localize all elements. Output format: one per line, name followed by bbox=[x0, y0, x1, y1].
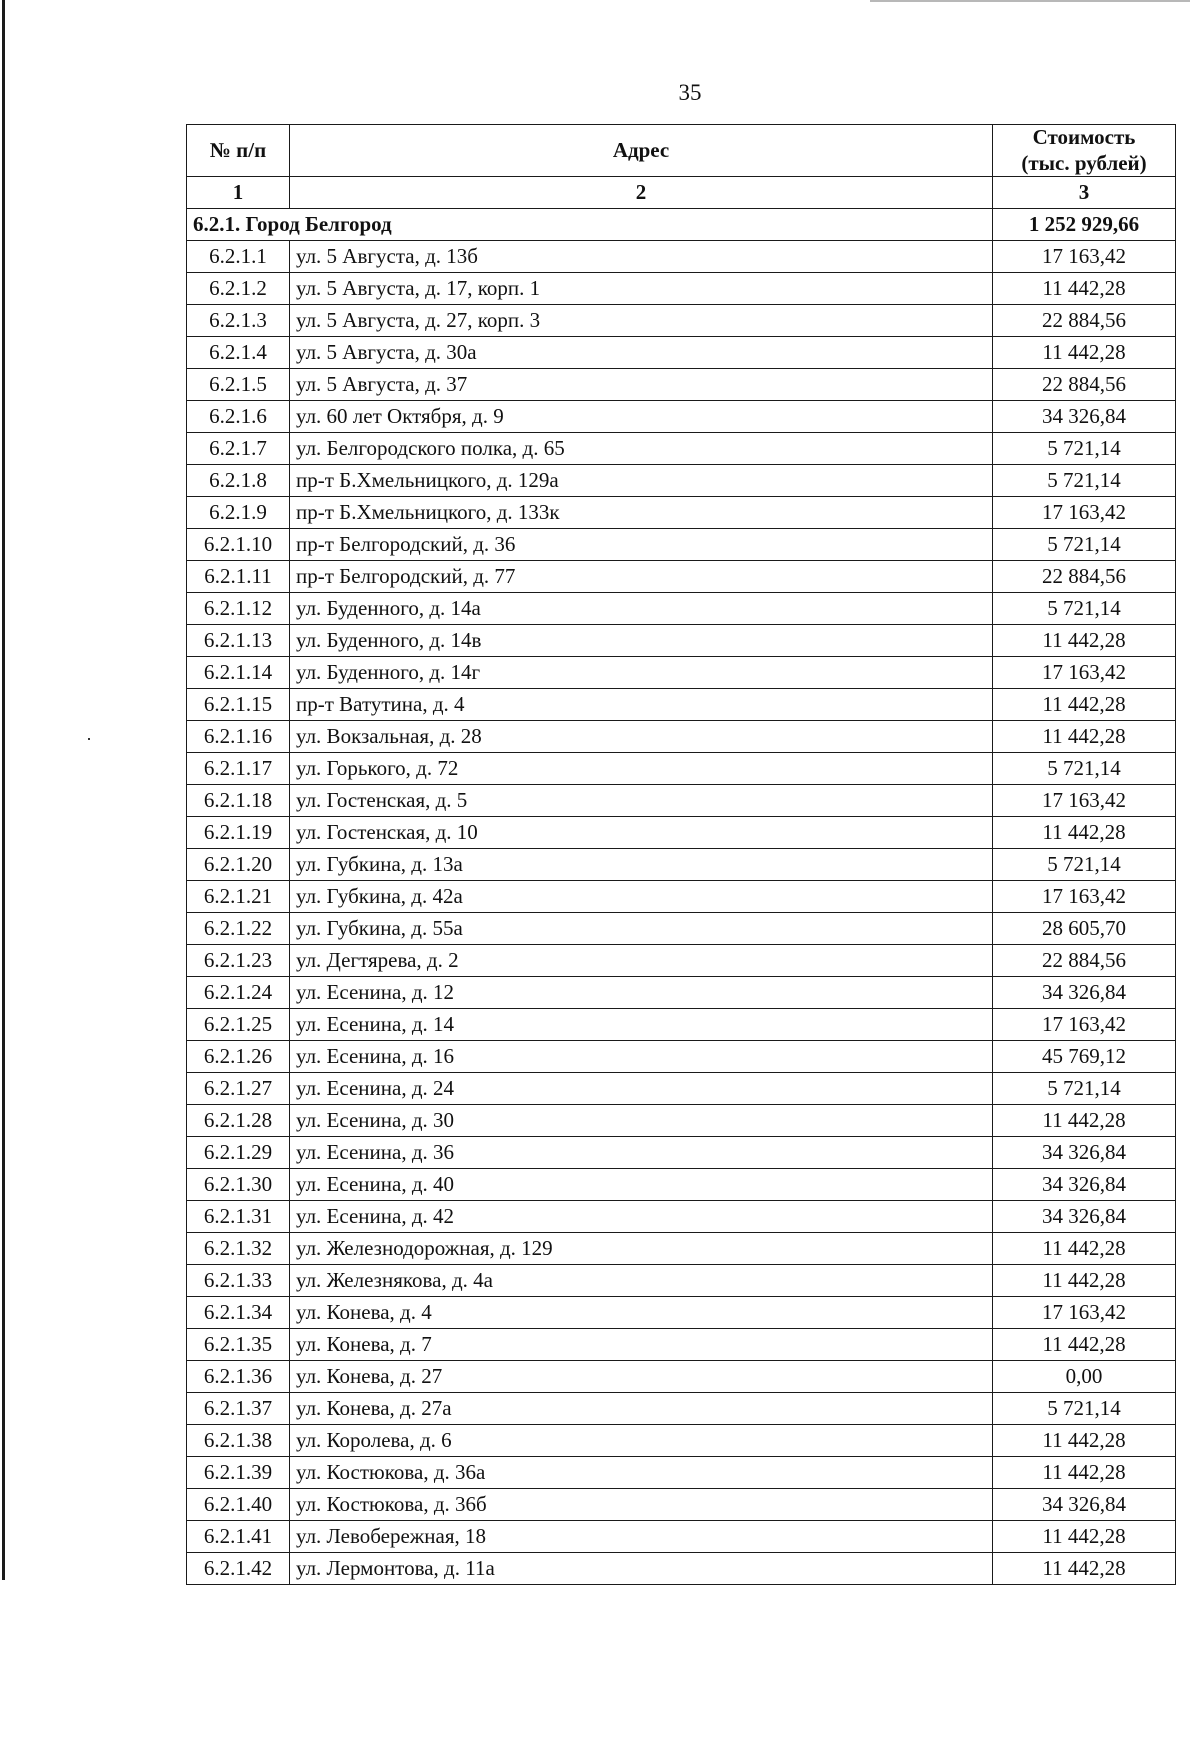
row-address: ул. Конева, д. 4 bbox=[290, 1297, 993, 1329]
table-row bbox=[187, 497, 1176, 529]
row-cost: 5 721,14 bbox=[993, 433, 1176, 465]
table-row bbox=[187, 1201, 1176, 1233]
table-row bbox=[187, 433, 1176, 465]
row-number: 6.2.1.20 bbox=[187, 849, 290, 881]
row-number: 6.2.1.5 bbox=[187, 369, 290, 401]
cost-table bbox=[186, 124, 1176, 1585]
row-cost: 17 163,42 bbox=[993, 881, 1176, 913]
header-row bbox=[187, 125, 1176, 177]
row-number: 6.2.1.42 bbox=[187, 1553, 290, 1585]
row-address: ул. Есенина, д. 16 bbox=[290, 1041, 993, 1073]
table-row bbox=[187, 273, 1176, 305]
table-row bbox=[187, 881, 1176, 913]
column-number-1: 1 bbox=[187, 177, 290, 209]
row-address: ул. 5 Августа, д. 27, корп. 3 bbox=[290, 305, 993, 337]
table-row bbox=[187, 689, 1176, 721]
header-address: Адрес bbox=[290, 125, 993, 177]
row-cost: 11 442,28 bbox=[993, 1265, 1176, 1297]
row-address: ул. 5 Августа, д. 13б bbox=[290, 241, 993, 273]
row-cost: 11 442,28 bbox=[993, 625, 1176, 657]
table-row bbox=[187, 753, 1176, 785]
page-number: 35 bbox=[678, 80, 702, 105]
row-number: 6.2.1.21 bbox=[187, 881, 290, 913]
row-address: ул. Вокзальная, д. 28 bbox=[290, 721, 993, 753]
row-cost: 22 884,56 bbox=[993, 945, 1176, 977]
row-address: ул. Железнодорожная, д. 129 bbox=[290, 1233, 993, 1265]
row-number: 6.2.1.7 bbox=[187, 433, 290, 465]
scan-top-edge bbox=[870, 0, 1190, 2]
table-row bbox=[187, 1169, 1176, 1201]
table-row bbox=[187, 1297, 1176, 1329]
table-row bbox=[187, 1521, 1176, 1553]
row-number: 6.2.1.28 bbox=[187, 1105, 290, 1137]
row-address: ул. Губкина, д. 13а bbox=[290, 849, 993, 881]
row-address: пр-т Б.Хмельницкого, д. 129а bbox=[290, 465, 993, 497]
row-address: ул. 5 Августа, д. 30а bbox=[290, 337, 993, 369]
row-number: 6.2.1.19 bbox=[187, 817, 290, 849]
row-address: ул. Конева, д. 27а bbox=[290, 1393, 993, 1425]
row-address: ул. Есенина, д. 24 bbox=[290, 1073, 993, 1105]
row-number: 6.2.1.40 bbox=[187, 1489, 290, 1521]
row-cost: 11 442,28 bbox=[993, 1329, 1176, 1361]
row-cost: 5 721,14 bbox=[993, 529, 1176, 561]
row-cost: 17 163,42 bbox=[993, 1297, 1176, 1329]
section-total: 1 252 929,66 bbox=[993, 209, 1176, 241]
row-address: ул. Костюкова, д. 36а bbox=[290, 1457, 993, 1489]
row-number: 6.2.1.2 bbox=[187, 273, 290, 305]
row-number: 6.2.1.12 bbox=[187, 593, 290, 625]
section-title: 6.2.1. Город Белгород bbox=[187, 209, 993, 241]
header-cost bbox=[993, 125, 1176, 177]
row-cost: 17 163,42 bbox=[993, 785, 1176, 817]
row-cost: 11 442,28 bbox=[993, 817, 1176, 849]
row-number: 6.2.1.30 bbox=[187, 1169, 290, 1201]
column-number-row bbox=[187, 177, 1176, 209]
table-row bbox=[187, 1489, 1176, 1521]
row-address: ул. Конева, д. 7 bbox=[290, 1329, 993, 1361]
row-cost: 5 721,14 bbox=[993, 849, 1176, 881]
row-number: 6.2.1.26 bbox=[187, 1041, 290, 1073]
row-cost: 5 721,14 bbox=[993, 593, 1176, 625]
table-row bbox=[187, 977, 1176, 1009]
table-row bbox=[187, 1393, 1176, 1425]
row-address: ул. Гостенская, д. 10 bbox=[290, 817, 993, 849]
table-row bbox=[187, 337, 1176, 369]
row-cost: 5 721,14 bbox=[993, 753, 1176, 785]
row-cost: 11 442,28 bbox=[993, 1553, 1176, 1585]
row-address: ул. 5 Августа, д. 17, корп. 1 bbox=[290, 273, 993, 305]
row-number: 6.2.1.14 bbox=[187, 657, 290, 689]
row-address: ул. Левобережная, 18 bbox=[290, 1521, 993, 1553]
row-number: 6.2.1.6 bbox=[187, 401, 290, 433]
table-row bbox=[187, 401, 1176, 433]
row-address: ул. Губкина, д. 42а bbox=[290, 881, 993, 913]
row-number: 6.2.1.1 bbox=[187, 241, 290, 273]
row-cost: 45 769,12 bbox=[993, 1041, 1176, 1073]
table-row bbox=[187, 657, 1176, 689]
table-row bbox=[187, 1233, 1176, 1265]
row-address: ул. Буденного, д. 14г bbox=[290, 657, 993, 689]
row-number: 6.2.1.11 bbox=[187, 561, 290, 593]
row-number: 6.2.1.32 bbox=[187, 1233, 290, 1265]
row-address: пр-т Ватутина, д. 4 bbox=[290, 689, 993, 721]
column-number-2: 2 bbox=[290, 177, 993, 209]
row-number: 6.2.1.22 bbox=[187, 913, 290, 945]
row-address: ул. Железнякова, д. 4а bbox=[290, 1265, 993, 1297]
row-cost: 5 721,14 bbox=[993, 1393, 1176, 1425]
row-cost: 17 163,42 bbox=[993, 497, 1176, 529]
row-number: 6.2.1.8 bbox=[187, 465, 290, 497]
row-address: пр-т Белгородский, д. 36 bbox=[290, 529, 993, 561]
row-cost: 22 884,56 bbox=[993, 305, 1176, 337]
row-cost: 11 442,28 bbox=[993, 1457, 1176, 1489]
row-number: 6.2.1.17 bbox=[187, 753, 290, 785]
row-number: 6.2.1.15 bbox=[187, 689, 290, 721]
table-row bbox=[187, 945, 1176, 977]
row-number: 6.2.1.38 bbox=[187, 1425, 290, 1457]
row-cost: 22 884,56 bbox=[993, 369, 1176, 401]
row-address: ул. Есенина, д. 12 bbox=[290, 977, 993, 1009]
table-row bbox=[187, 1105, 1176, 1137]
row-cost: 28 605,70 bbox=[993, 913, 1176, 945]
header-number: № п/п bbox=[187, 125, 290, 177]
table-row bbox=[187, 305, 1176, 337]
table-row bbox=[187, 465, 1176, 497]
row-cost: 34 326,84 bbox=[993, 1201, 1176, 1233]
row-address: ул. Дегтярева, д. 2 bbox=[290, 945, 993, 977]
row-number: 6.2.1.29 bbox=[187, 1137, 290, 1169]
row-cost: 5 721,14 bbox=[993, 1073, 1176, 1105]
row-address: ул. Есенина, д. 30 bbox=[290, 1105, 993, 1137]
row-number: 6.2.1.33 bbox=[187, 1265, 290, 1297]
row-address: ул. Белгородского полка, д. 65 bbox=[290, 433, 993, 465]
table-row bbox=[187, 849, 1176, 881]
row-address: ул. Конева, д. 27 bbox=[290, 1361, 993, 1393]
row-cost: 11 442,28 bbox=[993, 1105, 1176, 1137]
row-address: ул. 5 Августа, д. 37 bbox=[290, 369, 993, 401]
row-number: 6.2.1.4 bbox=[187, 337, 290, 369]
row-cost: 0,00 bbox=[993, 1361, 1176, 1393]
row-address: ул. Королева, д. 6 bbox=[290, 1425, 993, 1457]
table-row bbox=[187, 817, 1176, 849]
row-address: ул. Есенина, д. 14 bbox=[290, 1009, 993, 1041]
row-address: ул. 60 лет Октября, д. 9 bbox=[290, 401, 993, 433]
row-number: 6.2.1.24 bbox=[187, 977, 290, 1009]
row-address: ул. Лермонтова, д. 11а bbox=[290, 1553, 993, 1585]
column-number-3: 3 bbox=[993, 177, 1176, 209]
table-row bbox=[187, 1329, 1176, 1361]
table-row bbox=[187, 529, 1176, 561]
table-row bbox=[187, 1041, 1176, 1073]
row-number: 6.2.1.27 bbox=[187, 1073, 290, 1105]
row-number: 6.2.1.10 bbox=[187, 529, 290, 561]
row-address: ул. Буденного, д. 14а bbox=[290, 593, 993, 625]
table-row bbox=[187, 1073, 1176, 1105]
row-cost: 34 326,84 bbox=[993, 977, 1176, 1009]
header-cost-text: Стоимость (тыс. рублей) bbox=[1021, 125, 1147, 175]
row-number: 6.2.1.35 bbox=[187, 1329, 290, 1361]
table-row bbox=[187, 1457, 1176, 1489]
row-address: ул. Есенина, д. 40 bbox=[290, 1169, 993, 1201]
row-number: 6.2.1.18 bbox=[187, 785, 290, 817]
row-cost: 11 442,28 bbox=[993, 273, 1176, 305]
table-row bbox=[187, 593, 1176, 625]
table-row bbox=[187, 785, 1176, 817]
table-row bbox=[187, 721, 1176, 753]
row-address: ул. Костюкова, д. 36б bbox=[290, 1489, 993, 1521]
table-body bbox=[187, 209, 1176, 1585]
table-row bbox=[187, 561, 1176, 593]
row-cost: 11 442,28 bbox=[993, 1521, 1176, 1553]
row-cost: 34 326,84 bbox=[993, 1169, 1176, 1201]
row-number: 6.2.1.39 bbox=[187, 1457, 290, 1489]
table-row bbox=[187, 369, 1176, 401]
row-cost: 34 326,84 bbox=[993, 1137, 1176, 1169]
row-address: ул. Горького, д. 72 bbox=[290, 753, 993, 785]
row-address: ул. Буденного, д. 14в bbox=[290, 625, 993, 657]
table-row bbox=[187, 625, 1176, 657]
row-cost: 17 163,42 bbox=[993, 241, 1176, 273]
row-address: пр-т Б.Хмельницкого, д. 133к bbox=[290, 497, 993, 529]
table-row bbox=[187, 913, 1176, 945]
row-number: 6.2.1.41 bbox=[187, 1521, 290, 1553]
row-address: пр-т Белгородский, д. 77 bbox=[290, 561, 993, 593]
row-number: 6.2.1.37 bbox=[187, 1393, 290, 1425]
row-cost: 17 163,42 bbox=[993, 1009, 1176, 1041]
row-address: ул. Есенина, д. 42 bbox=[290, 1201, 993, 1233]
row-cost: 11 442,28 bbox=[993, 721, 1176, 753]
row-number: 6.2.1.36 bbox=[187, 1361, 290, 1393]
row-cost: 17 163,42 bbox=[993, 657, 1176, 689]
row-cost: 34 326,84 bbox=[993, 401, 1176, 433]
section-row bbox=[187, 209, 1176, 241]
row-cost: 5 721,14 bbox=[993, 465, 1176, 497]
row-cost: 11 442,28 bbox=[993, 689, 1176, 721]
row-number: 6.2.1.13 bbox=[187, 625, 290, 657]
row-cost: 22 884,56 bbox=[993, 561, 1176, 593]
scan-speck bbox=[88, 738, 90, 740]
row-number: 6.2.1.34 bbox=[187, 1297, 290, 1329]
table-row bbox=[187, 241, 1176, 273]
scan-left-edge bbox=[2, 0, 5, 1580]
table-row bbox=[187, 1137, 1176, 1169]
table-row bbox=[187, 1553, 1176, 1585]
row-number: 6.2.1.31 bbox=[187, 1201, 290, 1233]
row-cost: 11 442,28 bbox=[993, 1425, 1176, 1457]
row-cost: 11 442,28 bbox=[993, 1233, 1176, 1265]
row-number: 6.2.1.3 bbox=[187, 305, 290, 337]
row-cost: 11 442,28 bbox=[993, 337, 1176, 369]
table-row bbox=[187, 1361, 1176, 1393]
row-number: 6.2.1.23 bbox=[187, 945, 290, 977]
row-number: 6.2.1.9 bbox=[187, 497, 290, 529]
table-row bbox=[187, 1425, 1176, 1457]
row-cost: 34 326,84 bbox=[993, 1489, 1176, 1521]
table-row bbox=[187, 1265, 1176, 1297]
row-address: ул. Губкина, д. 55а bbox=[290, 913, 993, 945]
row-number: 6.2.1.25 bbox=[187, 1009, 290, 1041]
row-address: ул. Гостенская, д. 5 bbox=[290, 785, 993, 817]
table-row bbox=[187, 1009, 1176, 1041]
row-number: 6.2.1.16 bbox=[187, 721, 290, 753]
row-address: ул. Есенина, д. 36 bbox=[290, 1137, 993, 1169]
